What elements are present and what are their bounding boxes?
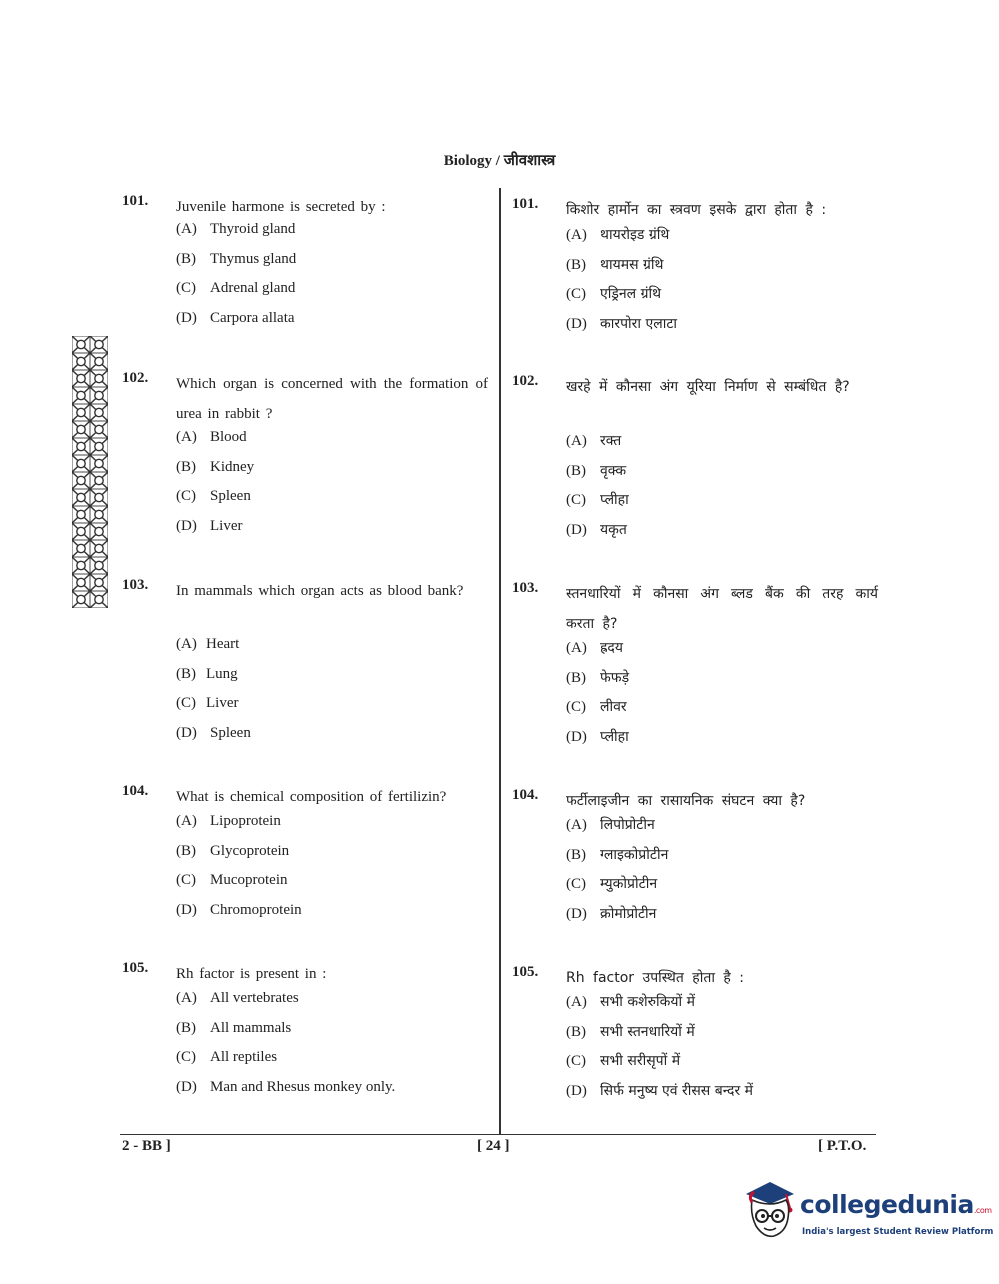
question-101-hi bbox=[512, 196, 878, 346]
option-b: (B) ग्लाइकोप्रोटीन bbox=[566, 846, 669, 863]
decorative-border-pattern bbox=[72, 336, 108, 608]
question-number: 103. bbox=[122, 577, 149, 593]
option-b: (B) वृक्क bbox=[566, 462, 627, 479]
question-104-hi bbox=[512, 787, 878, 937]
option-c: (C) एड्रिनल ग्रंथि bbox=[566, 286, 662, 302]
option-c: (C) प्लीहा bbox=[566, 492, 629, 508]
column-divider bbox=[499, 188, 501, 1134]
question-101-en bbox=[122, 193, 490, 343]
footer-code: 2 - BB ] bbox=[122, 1138, 171, 1154]
question-number: 103. bbox=[512, 580, 539, 596]
collegedunia-logo bbox=[740, 1178, 994, 1248]
question-105-hi bbox=[512, 964, 878, 1114]
option-d: (D) Man and Rhesus monkey only. bbox=[176, 1078, 396, 1095]
question-text: किशोर हार्मोन का स्त्रवण इसके द्वारा होता है : bbox=[566, 202, 827, 218]
option-a: (A) लिपोप्रोटीन bbox=[566, 817, 655, 833]
option-d: (D) Chromoprotein bbox=[176, 901, 302, 918]
question-number: 104. bbox=[512, 787, 539, 803]
option-b: (B) Kidney bbox=[176, 458, 255, 475]
question-number: 105. bbox=[512, 964, 539, 980]
question-104-en bbox=[122, 783, 490, 933]
option-c: (C) सभी सरीसृपों में bbox=[566, 1053, 681, 1069]
question-102-en bbox=[122, 370, 490, 550]
option-b: (B) Glycoprotein bbox=[176, 842, 290, 859]
question-number: 102. bbox=[122, 370, 149, 386]
option-a: (A) All vertebrates bbox=[176, 990, 299, 1006]
option-a: (A) थायरोइड ग्रंथि bbox=[566, 227, 670, 243]
option-c: (C) Mucoprotein bbox=[176, 872, 288, 888]
option-d: (D) प्लीहा bbox=[566, 728, 629, 745]
option-a: (A) सभी कशेरुकियों में bbox=[566, 994, 695, 1010]
option-d: (D) Liver bbox=[176, 517, 243, 534]
option-d: (D) Carpora allata bbox=[176, 309, 295, 326]
option-b: (B) सभी स्तनधारियों में bbox=[566, 1023, 695, 1040]
option-d: (D) क्रोमोप्रोटीन bbox=[566, 905, 657, 922]
option-a: (A) रक्त bbox=[566, 433, 622, 449]
question-text: खरहे में कौनसा अंग यूरिया निर्माण से सम्बंधित है? bbox=[566, 379, 850, 395]
option-b: (B) फेफड़े bbox=[566, 669, 630, 686]
option-b: (B) All mammals bbox=[176, 1019, 292, 1036]
question-105-en bbox=[122, 960, 490, 1110]
option-a: (A) Blood bbox=[176, 429, 247, 445]
option-c: (C) All reptiles bbox=[176, 1049, 278, 1065]
option-a: (A) Lipoprotein bbox=[176, 813, 281, 829]
question-number: 101. bbox=[122, 193, 149, 209]
logo-wordmark: collegedunia.com bbox=[800, 1190, 992, 1219]
option-c: (C) Liver bbox=[176, 695, 239, 711]
option-c: (C) Spleen bbox=[176, 488, 251, 504]
question-103-hi bbox=[512, 580, 878, 760]
page-number: [ 24 ] bbox=[477, 1138, 510, 1154]
option-c: (C) लीवर bbox=[566, 699, 627, 715]
option-b: (B) Lung bbox=[176, 665, 238, 682]
footer-rule bbox=[120, 1134, 876, 1135]
question-number: 101. bbox=[512, 196, 539, 212]
pto-marker: [ P.T.O. bbox=[818, 1138, 867, 1154]
option-a: (A) Thyroid gland bbox=[176, 221, 296, 237]
question-text: In mammals which organ acts as blood bank? bbox=[176, 583, 464, 599]
option-a: (A) Heart bbox=[176, 636, 240, 652]
option-d: (D) Spleen bbox=[176, 724, 251, 741]
question-text: What is chemical composition of fertilizin? bbox=[176, 789, 447, 805]
question-number: 105. bbox=[122, 960, 149, 976]
option-c: (C) म्युकोप्रोटीन bbox=[566, 876, 658, 892]
question-text: Rh factor उपस्थित होता है : bbox=[566, 970, 745, 986]
question-102-hi bbox=[512, 373, 878, 553]
option-a: (A) ह्रदय bbox=[566, 640, 623, 656]
question-text: Which organ is concerned with the formation of urea in rabbit ? bbox=[176, 376, 488, 422]
question-text: Rh factor is present in : bbox=[176, 966, 327, 982]
option-b: (B) थायमस ग्रंथि bbox=[566, 256, 664, 273]
option-d: (D) कारपोरा एलाटा bbox=[566, 315, 678, 332]
question-number: 104. bbox=[122, 783, 149, 799]
logo-tagline: India's largest Student Review Platform bbox=[802, 1227, 994, 1237]
question-number: 102. bbox=[512, 373, 539, 389]
question-text: Juvenile harmone is secreted by : bbox=[176, 199, 386, 215]
option-d: (D) सिर्फ मनुष्य एवं रीसस बन्दर में bbox=[566, 1082, 754, 1099]
option-b: (B) Thymus gland bbox=[176, 250, 297, 267]
question-text: स्तनधारियों में कौनसा अंग ब्लड बैंक की तरह कार्य करता है? bbox=[566, 586, 878, 632]
mascot-icon bbox=[740, 1178, 800, 1246]
option-c: (C) Adrenal gland bbox=[176, 280, 296, 296]
option-d: (D) यकृत bbox=[566, 521, 627, 538]
page-title: Biology / जीवशास्त्र bbox=[443, 153, 556, 169]
question-103-en bbox=[122, 577, 490, 757]
question-text: फर्टीलाइजीन का रासायनिक संघटन क्या है? bbox=[566, 793, 806, 809]
